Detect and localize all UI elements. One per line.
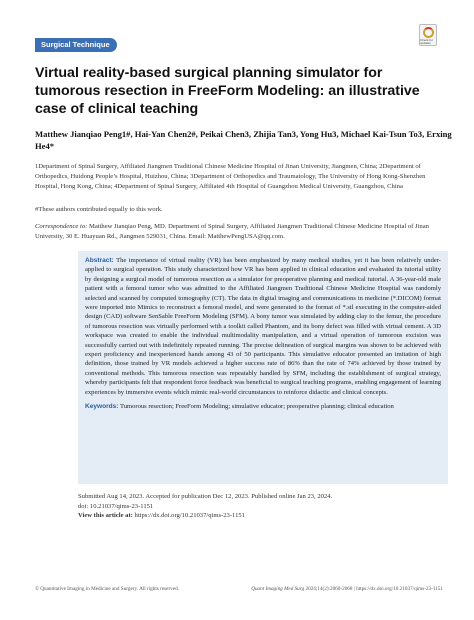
abstract-text: The importance of virtual reality (VR) has been emphasized by many medical studies, yet it has been relatively under-applied to surgical operation. This study characterized how VR has been applied in clinical education and evaluated its tutorial utility by designing a surgical model of tumorous resection as a simulator for preoperative planning and medical tutorial. A 36-year-old male patient with a femoral tumor who was admitted to the Affiliated Jiangmen Traditional Chinese Medicine Hospital was randomly selected and scanned by computed tomography (CT). The data in digital imaging and communications in medicine (*.DICOM) format were imported into Mimics to reconstruct a femoral model, and were generated to the format of *.stl executing in the computer-aided design (CAD) software SenSable FreeForm Modeling (SFM). A bony tumor was simulated by adding clay to the femur, the procedure of tumorous resection was virtually performed with a toolkit called Phantom, and its bony defect was filled with virtual cement. A 3D workspace was created to enable the individual multimodality manipulation, and a virtual operation of tumorous excision was successfully carried out with indefinitely repeated running. The precise delineation of surgical margins was shown to be achieved with expert proficiency and inexperienced hands among 43 of 50 participants. This simulative educator presented an imitation of high definition, those trained by VR models achieved a higher success rate of 86% than the rate of 74% achieved by those trained by conventional methods. This tumorous resection was repeatably handled by SFM, including the establishment of surgical strategy, whereby participants felt that respondent force feedback was beneficial to surgical teaching programs, enabling engagement of learning experiences by immersive events which mimic real-world circumstances to reinforce didactic and clinical concepts. <box>85 257 441 396</box>
view-article-label: View this article at: <box>78 512 133 520</box>
section-tag: Surgical Technique <box>35 38 117 52</box>
crossmark-icon[interactable] <box>419 24 437 46</box>
crossmark-label: Check for updates <box>420 38 433 45</box>
view-article-link[interactable] <box>78 511 448 521</box>
footer-citation-rest: 2024;14(2):2060-2068 | https://dx.doi.org/10.21037/qims-23-1151 <box>304 586 443 592</box>
doi[interactable]: doi: 10.21037/qims-23-1151 <box>78 502 154 510</box>
submission-dates: Submitted Aug 14, 2023. Accepted for publication Dec 12, 2023. Published online Jan 23, 2024. <box>78 493 333 500</box>
footer-journal: Quant Imaging Med Surg <box>251 586 305 592</box>
article-title: Virtual reality-based surgical planning simulator for tumorous resection in FreeForm Modeling: an illustrative case of clinical teaching <box>35 65 420 117</box>
keywords-label: Keywords: <box>85 403 119 411</box>
abstract-label: Abstract: <box>85 257 114 264</box>
footer-citation <box>251 586 443 592</box>
abstract <box>85 256 441 397</box>
keywords-text: Tumorous resection; FreeForm Modeling; simulative educator; preoperative planning; clinical education <box>118 403 394 411</box>
footer-copyright: © Quantitative Imaging in Medicine and Surgery. All rights reserved. <box>35 586 179 592</box>
keywords <box>85 402 441 411</box>
equal-contribution-note: #These authors contributed equally to this work. <box>35 206 163 213</box>
correspondence-label: Correspondence to: <box>35 223 88 230</box>
author-list: Matthew Jianqiao Peng1#, Hai-Yan Chen2#, Peikai Chen3, Zhijia Tan3, Yong Hu3, Michael Kai-Tsun To3, Erxing He4* <box>35 129 452 151</box>
view-article-url[interactable]: https://dx.doi.org/10.21037/qims-23-1151 <box>132 512 245 520</box>
correspondence <box>35 222 445 242</box>
abstract-box <box>78 251 448 484</box>
affiliations: 1Department of Spinal Surgery, Affiliated Jiangmen Traditional Chinese Medicine Hospital of Jinan University, Jiangmen, China; 2Department of Orthopedics, Huidong People’s Hospital, Huizhou, China; 3Department of Orthopedics and Traumatology, The University of Hong Kong-Shenzhen Hospital, Hong Kong, China; 4Department of Spinal Surgery, Affiliated 4th Hospital of Guangzhou Medical University, Guangzhou, China <box>35 163 426 190</box>
correspondence-text: Matthew Jianqiao Peng, MD. Department of Spinal Surgery, Affiliated Jiangmen Traditional Chinese Medicine Hospital of Jinan University, 30 E. Huayuan Rd., Jiangmen 529031, China. Email: MatthewPengUSA@qq.com. <box>35 223 429 240</box>
crossmark-circle-icon <box>423 27 434 38</box>
publication-info <box>78 492 448 521</box>
page-footer <box>35 586 443 592</box>
